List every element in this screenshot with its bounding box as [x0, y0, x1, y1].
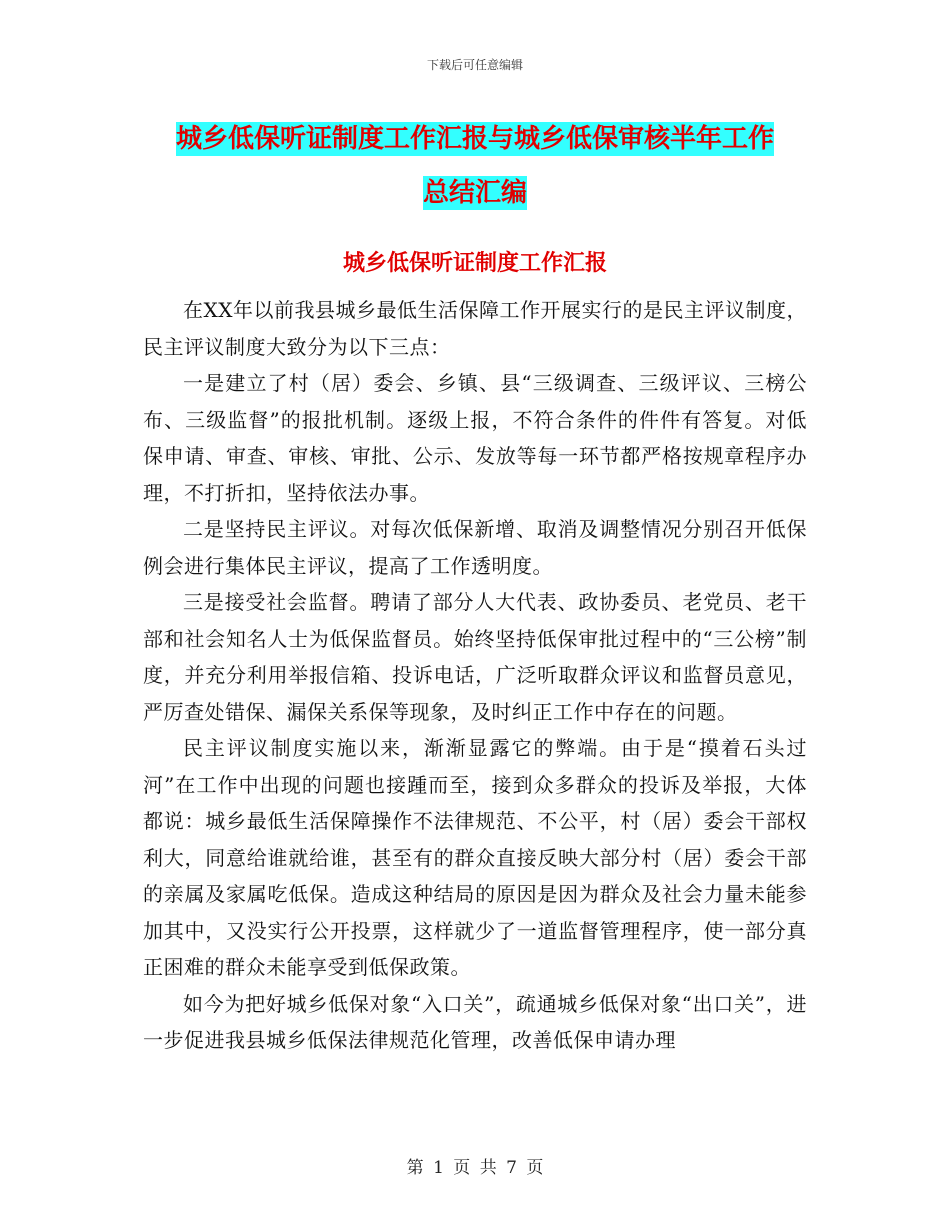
paragraph: 二是坚持民主评议。对每次低保新增、取消及调整情况分别召开低保例会进行集体民主评议，提高了工作透明度。 — [143, 517, 807, 578]
paragraph: 如今为把好城乡低保对象“入口关”，疏通城乡低保对象“出口关”，进一步促进我县城乡低保法律规范化管理，改善低保申请办理 — [143, 991, 807, 1052]
section-heading: 城乡低保听证制度工作汇报 — [342, 251, 607, 276]
document-title-line-2: 总结汇编 — [422, 178, 527, 208]
paragraph: 民主评议制度实施以来，渐渐显露它的弊端。由于是“摸着石头过河”在工作中出现的问题也接踵而至，接到众多群众的投诉及举报，大体都说：城乡最低生活保障操作不法律规范、不公平，村（居）委会干部权利大，同意给谁就给谁，甚至有的群众直接反映大部分村（居）委会干部的亲属及家属吃低保。造成这种结局的原因是因为群众及社会力量未能参加其中，又没实行公开投票，这样就少了一道监督管理程序，使一部分真正困难的群众未能享受到低保政策。 — [143, 736, 807, 979]
document-title-line-1: 城乡低保听证制度工作汇报与城乡低保审核半年工作 — [175, 124, 774, 154]
document-body — [143, 292, 807, 1059]
paragraph: 一是建立了村（居）委会、乡镇、县“三级调查、三级评议、三榜公布、三级监督”的报批机制。逐级上报，不符合条件的件件有答复。对低保申请、审查、审核、审批、公示、发放等每一环节都严格按规章程序办理，不打折扣，坚持依法办事。 — [143, 371, 807, 505]
paragraph: 三是接受社会监督。聘请了部分人大代表、政协委员、老党员、老干部和社会知名人士为低保监督员。始终坚持低保审批过程中的“三公榜”制度，并充分利用举报信箱、投诉电话，广泛听取群众评议和监督员意见，严厉查处错保、漏保关系保等现象，及时纠正工作中存在的问题。 — [143, 590, 807, 724]
paragraph: 在XX年以前我县城乡最低生活保障工作开展实行的是民主评议制度，民主评议制度大致分为以下三点： — [143, 298, 807, 359]
header-note: 下载后可任意编辑 — [426, 58, 523, 72]
document-title — [0, 112, 950, 220]
page-footer: 第 1 页 共 7 页 — [406, 1158, 544, 1178]
